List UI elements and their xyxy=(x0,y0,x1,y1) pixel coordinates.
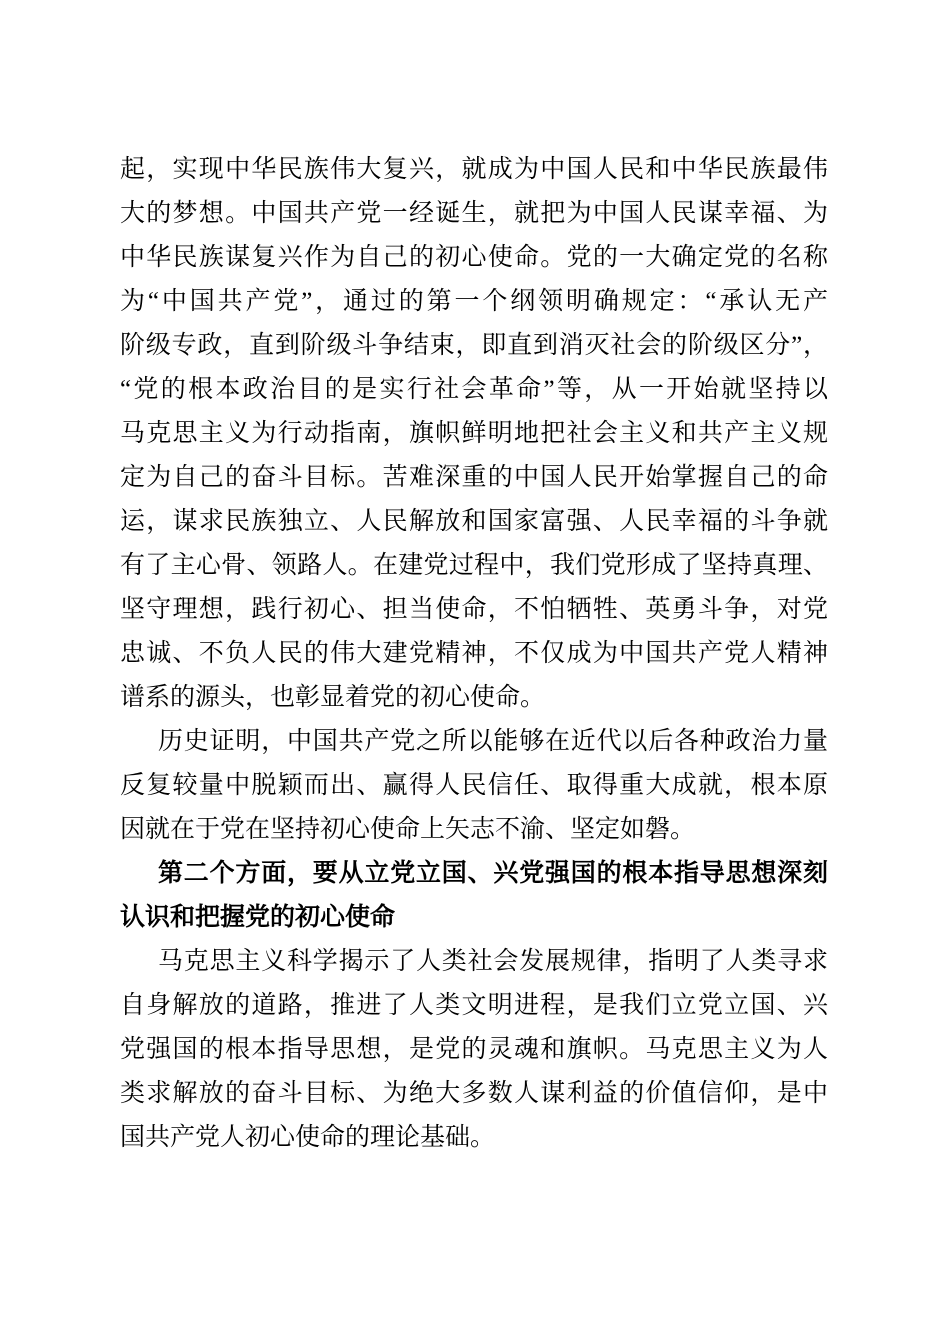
text-line: 因就在于党在坚持初心使命上矢志不渝、坚定如磐。 xyxy=(120,816,696,843)
body-paragraph-marxism xyxy=(120,940,828,1160)
body-paragraph-history xyxy=(120,720,828,852)
text-line: 有了主心骨、领路人。在建党过程中，我们党形成了坚持真理、 xyxy=(120,552,828,579)
section-heading-second-aspect xyxy=(120,852,828,940)
text-line: 忠诚、不负人民的伟大建党精神，不仅成为中国共产党人精神 xyxy=(120,640,828,667)
body-paragraph-continued xyxy=(120,148,828,720)
text-line: 坚守理想，践行初心、担当使命，不怕牺牲、英勇斗争，对党 xyxy=(120,596,828,623)
text-line: 马克思主义科学揭示了人类社会发展规律，指明了人类寻求 xyxy=(158,948,828,975)
text-line: 自身解放的道路，推进了人类文明进程，是我们立党立国、兴 xyxy=(120,992,828,1019)
text-line: 阶级专政，直到阶级斗争结束，即直到消灭社会的阶级区分”， xyxy=(120,332,828,359)
text-line: 党强国的根本指导思想，是党的灵魂和旗帜。马克思主义为人 xyxy=(120,1036,828,1063)
text-line: 大的梦想。中国共产党一经诞生，就把为中国人民谋幸福、为 xyxy=(120,200,828,227)
text-line: 反复较量中脱颖而出、赢得人民信任、取得重大成就，根本原 xyxy=(120,772,828,799)
text-line: 历史证明，中国共产党之所以能够在近代以后各种政治力量 xyxy=(158,728,828,755)
text-line: 第二个方面，要从立党立国、兴党强国的根本指导思想深刻 xyxy=(158,860,828,887)
text-line: 马克思主义为行动指南，旗帜鲜明地把社会主义和共产主义规 xyxy=(120,420,828,447)
text-line: 运，谋求民族独立、人民解放和国家富强、人民幸福的斗争就 xyxy=(120,508,828,535)
document-text-block xyxy=(120,148,828,1160)
text-line: 中华民族谋复兴作为自己的初心使命。党的一大确定党的名称 xyxy=(120,244,828,271)
text-line: 认识和把握党的初心使命 xyxy=(120,904,396,931)
text-line: 为“中国共产党”，通过的第一个纲领明确规定：“承认无产 xyxy=(120,288,828,315)
text-line: 谱系的源头，也彰显着党的初心使命。 xyxy=(120,684,546,711)
text-line: “党的根本政治目的是实行社会革命”等，从一开始就坚持以 xyxy=(120,376,828,403)
text-line: 国共产党人初心使命的理论基础。 xyxy=(120,1124,496,1151)
text-line: 起，实现中华民族伟大复兴，就成为中国人民和中华民族最伟 xyxy=(120,156,828,183)
text-line: 定为自己的奋斗目标。苦难深重的中国人民开始掌握自己的命 xyxy=(120,464,828,491)
text-line: 类求解放的奋斗目标、为绝大多数人谋利益的价值信仰，是中 xyxy=(120,1080,828,1107)
